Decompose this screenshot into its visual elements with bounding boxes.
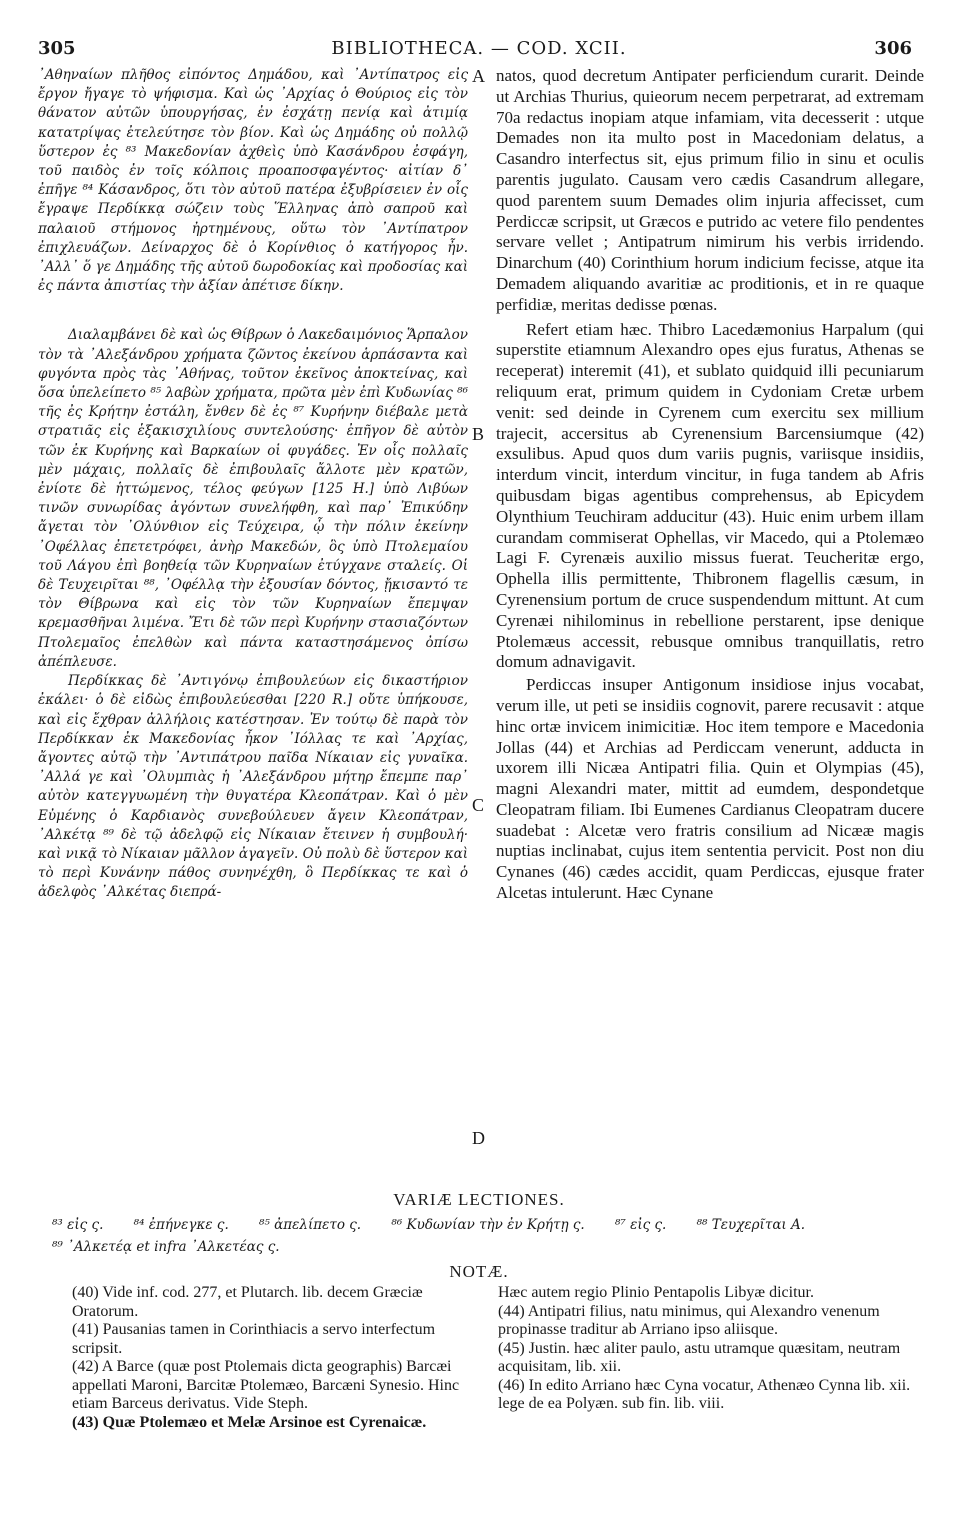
margin-letter-d: D <box>472 1128 485 1148</box>
variant-reading: ⁸⁸ Τευχερῖται A. <box>696 1217 806 1233</box>
greek-column <box>38 66 468 903</box>
variant-reading: ⁸⁷ εἰς ς. <box>614 1217 667 1233</box>
note-45: (45) Justin. hæc aliter paulo, astu utramque quæsitam, neutram acquisitam, lib. xii. <box>498 1339 901 1375</box>
latin-column <box>496 66 924 904</box>
note-42: (42) A Barce (quæ post Ptolemais dicta geographis) Barcæi appellati Maroni, Barcitæ Ptolemæo, Barcæni Synesio. Hinc etiam Barceus derivatus. Vide Steph. <box>72 1358 460 1412</box>
latin-paragraph-a: natos, quod decretum Antipater perficiendum curarit. Deinde ut Archias Thurius, quieorum necem perpetrarat, ad extremam 70a redactus inopiam atque infamiam, vita decesserit : utque Demades non ita multo post in Macedoniam delatus, a Casandro interfectus sit, ejus primum filio in sinu et oculis parentis jugulato. Causam vero cædis Casandrum allegare, quod parentem suum Demades olim injuria affecisset, cum Perdiccæ scripsit, ut Græcos e putrido ac vetere filo pendentes servare vellet ; Antipatrum nimirum his verbis irridendo. Dinarchum (40) Corinthium horum indicium fecisse, atque ita Demadem aliquando avaritiæ ac proditionis, et in re quaque perfidiæ, meritas dedisse pœnas. <box>496 66 924 314</box>
variant-reading: ⁸⁴ ἐπήνεγκε ς. <box>133 1217 229 1233</box>
note-40: (40) Vide inf. cod. 277, et Plutarch. lib. decem Græciæ Oratorum. <box>72 1284 423 1320</box>
greek-paragraph-c: Περδίκκας δὲ ᾿Αντιγόνῳ ἐπιβουλεύων εἰς δικαστήριον ἐκάλει· ὁ δὲ εἰδὼς ἐπιβουλεύεσθαι [220 R.] οὔτε ὑπήκουσε, καὶ εἰς ἔχθραν ἀλλήλοις κατέστησαν. Ἐν τούτῳ δὲ παρὰ τὸν Περδίκκαν ἐκ Μακεδονίας ἧκον ᾿Ιόλλας τε καὶ ᾿Αρχίας, ἄγοντες αὐτῷ τὴν ᾿Αντιπάτρου παῖδα Νίκαιαν εἰς γυναῖκα. ᾿Αλλά γε καὶ ᾿Ολυμπιὰς ἡ ᾿Αλεξάνδρου μήτηρ ἔπεμπε παρ᾿ αὐτὸν κατεγγυωμένη τὴν θυγατέρα Κλεοπάτραν. Καὶ ὁ μὲν Εὐμένης ὁ Καρδιανὸς συνεβούλευεν ἄγειν Κλεοπάτραν, ᾿Αλκέτᾳ ⁸⁹ δὲ τῷ ἀδελφῷ εἰς Νίκαιαν ἔτεινεν ἡ συμβουλή· καὶ νικᾷ τὸ Νίκαιαν μᾶλλον ἀγαγεῖν. Οὐ πολὺ δὲ ὕστερον καὶ τὸ περὶ Κυνάνην πάθος συνηνέχθη, ὃ Περδίκκας τε καὶ ὁ ἀδελφὸς ᾿Αλκέτας διεπρά- <box>38 673 468 901</box>
notae-left-column <box>72 1284 482 1432</box>
variant-reading: ⁸³ εἰς ς. <box>52 1217 104 1233</box>
greek-paragraph-b: Διαλαμβάνει δὲ καὶ ὡς Θίβρων ὁ Λακεδαιμόνιος Ἅρπαλον τὸν τὰ ᾿Αλεξάνδρου χρήματα ζῶντος ἐκείνου ἁρπάσαντα καὶ φυγόντα πρὸς τὰς ᾿Αθήνας, τοῦτον ἐκεῖνος ἀποκτείνας, καὶ ὅσα ὑπελείπετο ⁸⁵ λαβὼν χρήματα, πρῶτα μὲν ἐπὶ Κυδωνίας ⁸⁶ τῆς ἐς Κρήτην ἐστάλη, ἔνθεν δὲ ἐς ⁸⁷ Κυρήνην διέβαλε μετὰ στρατιᾶς εἰς ἑξακισχιλίους συντελούσης· ἐπῆγον δὲ αὐτὸν τῶν ἐκ Κυρήνης καὶ Βαρκαίων οἱ φυγάδες. Ἐν οἷς πολλαῖς μὲν μάχαις, πολλαῖς δὲ ἐπιβουλαῖς ἄλλοτε μὲν κρατῶν, ἐνίοτε δὲ ἡττώμενος, τέλος φεύγων [125 H.] ὑπὸ Λιβύων τινῶν συνωρίδας ἀγόντων συνελήφθη, καὶ παρ᾿ Ἐπικύδην ἄγεται τὸν ᾿Ολύνθιον εἰς Τεύχειρα, ᾧ τὴν πόλιν ἐκείνην ᾿Οφέλλας ἐπετετρόφει, ἀνὴρ Μακεδών, ὃς ὑπὸ Πτολεμαίου τοῦ Λάγου ἐπὶ βοηθείᾳ τῶν Κυρηναίων ἐτύγχανε σταλείς. Οἱ δὲ Τευχειρῖται ⁸⁸, ᾿Οφέλλᾳ τὴν ἐξουσίαν δόντος, ᾔκισαντό τε τὸν Θίβρωνα καὶ εἰς τὸν τῶν Κυρηναίων ἔπεμψαν κρεμασθῆναι λιμένα. Ἔτι δὲ τῶν περὶ Κυρήνην στασιαζόντων Πτολεμαῖος ἐπελθὼν καὶ πάντα καταστησάμενος ὀπίσω ἀπέπλευσε. <box>38 327 468 670</box>
greek-paragraph-a: ᾿Αθηναίων πλῆθος εἰπόντος Δημάδου, καὶ ᾿Αντίπατρος εἰς ἔργον ἤγαγε τὸ ψήφισμα. Καὶ ὡς ᾿Αρχίας ὁ Θούριος εἰς τὸν θάνατον αὐτῶν ὑπουργήσας, ἐν ἐσχάτῃ πενίᾳ καὶ ἀτιμίᾳ κατατρίψας ἐτελεύτησε τὸν βίον. Καὶ ὡς Δημάδης οὐ πολλῷ ὕστερον ἐς ⁸³ Μακεδονίαν ἀχθεὶς ὑπὸ Κασάνδρου ἐσφάγη, τοῦ παιδὸς ἐν τοῖς κόλποις προαποσφαγέντος· αἰτίαν δ᾿ ἐπῆγε ⁸⁴ Κάσανδρος, ὅτι τὸν αὐτοῦ πατέρα ἐξυβρίσειεν ἐν οἷς ἔγραψε Περδίκκᾳ σώζειν τοὺς Ἕλληνας ἀπὸ σαπροῦ καὶ παλαιοῦ στήμονος ἠρτημένους, οὕτω τὸν ᾿Αντίπατρον ἐπιχλευάζων. Δείναρχος δὲ ὁ Κορίνθιος ὁ κατήγορος ἦν. ᾿Αλλ᾿ ὅ γε Δημάδης τῆς αὐτοῦ δωροδοκίας καὶ προδοσίας καὶ ἐς πάντα ἀπιστίας τὴν ἀξίαν ἀπέτισε δίκην. <box>38 67 468 295</box>
latin-paragraph-b: Refert etiam hæc. Thibro Lacedæmonius Harpalum (qui superstite etiamnum Alexandro opes ejus furatus, Athenas se receperat) interemit (41), et sublato quidquid illi pecuniarum reliquum erat, primum quidem in Cydoniam Cretæ urbem venit: sed deinde in Cyrenem cum exercitu sex millium trajecit, accersitus ab Cyrenensium Barcensiumque (42) exsulibus. Apud quos dum variis pugnis, variisque insidiis, interdum vincit, interdum vincitur, in fuga tandem ab Afris quibusdam bigas agentibus comprehensus, ab Epicydem Olynthium Teuchiram adducitur (43). Huic enim urbem illam curandam commiserat Ophellas, vir Macedo, qui a Ptolemæo Lagi F. Cyrenæis auxilio missus fuerat. Teucheritæ ergo, Ophella illis permittente, Thibronem flagellis cæsum, in Cyrenensium portum de cruce suspendendum mittunt. At cum Cyrenæi nihilominus in rebellione perstarent, ipse denique Ptolemæus accessit, rebusque omnibus tranquillatis, retro domum adnavigavit. <box>496 319 924 672</box>
left-page-number: 305 <box>38 38 76 59</box>
variae-lectiones-list <box>52 1214 932 1258</box>
note-43-continued: Hæc autem regio Plinio Pentapolis Libyæ dicitur. <box>498 1284 814 1301</box>
variae-lectiones-heading: VARIÆ LECTIONES. <box>393 1190 565 1209</box>
running-title: BIBLIOTHECA. — COD. XCII. <box>331 38 627 59</box>
variant-reading: ⁸⁶ Κυδωνίαν τὴν ἐν Κρήτῃ ς. <box>391 1217 585 1233</box>
right-page-number: 306 <box>874 38 912 59</box>
variae-line-2: ⁸⁹ ᾿Αλκετέᾳ et infra ᾿Αλκετέας ς. <box>52 1239 280 1255</box>
margin-letter-c: C <box>472 795 485 815</box>
note-44: (44) Antipatri filius, natu minimus, qui Alexandro venenum propinasse traditur ab Arriano ipso aliisque. <box>498 1302 880 1338</box>
margin-letter-b: B <box>472 424 485 444</box>
note-46: (46) In edito Arriano hæc Cyna vocatur, Athenæo Cynna lib. xii. lege de ea Polyæn. sub fin. lib. viii. <box>498 1376 911 1412</box>
variae-line-1 <box>52 1214 932 1236</box>
margin-letter-a: A <box>472 66 485 86</box>
notae-right-column <box>498 1284 926 1414</box>
notae-heading: NOTÆ. <box>449 1262 509 1281</box>
latin-paragraph-c: Perdiccas insuper Antigonum insidiose injus vocabat, verum ille, ut peti se insidiis cognovit, parere recusavit : atque hinc ortæ invicem inimicitiæ. Hoc item tempore e Macedonia Jollas (44) et Archias ad Perdiccam venerunt, adducta in uxorem illi Nicæa Antipatri filia. Quin et Olympias (45), magni Alexandri mater, mittit ad eumdem, despondetque Cleopatram filiam. Ibi Eumenes Cardianus Cleopatram ducere suadebat : Alcetæ vero fratris consilium ad Nicææ magis nuptias inclinabat, cujus item sententia pervicit. Post non diu Cynanes (46) cædes accidit, quam Perdiccas, ejusque frater Alcetas intulerunt. Hæc Cynane <box>496 675 924 903</box>
note-41: (41) Pausanias tamen in Corinthiacis a servo interfectum scripsit. <box>72 1321 436 1357</box>
variant-reading: ⁸⁵ ἀπελίπετο ς. <box>259 1217 362 1233</box>
note-43: (43) Quæ Ptolemæo et Melæ Arsinoe est Cyrenaicæ. <box>72 1413 427 1431</box>
